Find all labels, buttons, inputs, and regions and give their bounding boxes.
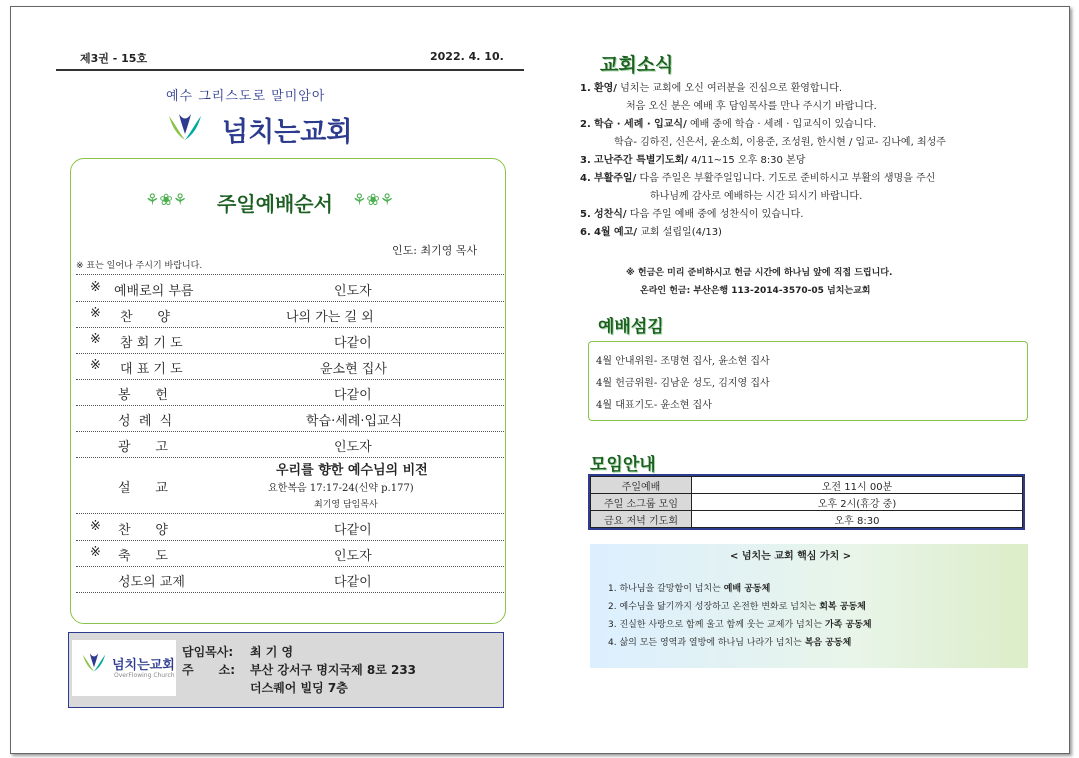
value-item: 2. 예수님을 닮기까지 성장하고 온전한 변화로 넘치는 회복 공동체 — [608, 602, 866, 612]
news-item-4-cont: 하나님께 감사로 예배하는 시간 되시기 바랍니다. — [650, 191, 863, 202]
sermon-preacher: 최기영 담임목사 — [314, 500, 378, 510]
order-row: 성 례 식 학습·세례·입교식 — [76, 405, 504, 432]
news-title: 교회소식 — [600, 54, 674, 76]
meeting-row: 주일 소그룹 모임 오후 2시(휴강 중) — [591, 494, 1023, 511]
news-item-6: 6. 4월 예고/ 교회 설립일(4/13) — [580, 227, 722, 238]
pastor-label: 담임목사: — [182, 645, 234, 659]
meeting-row: 주일예배 오전 11시 00분 — [591, 477, 1023, 494]
flower-right-icon: ⚘❀⚘ — [352, 190, 395, 209]
order-row: 광 고 인도자 — [76, 431, 504, 458]
order-row: ※ 대 표 기 도 윤소현 집사 — [76, 353, 504, 380]
sermon-title: 우리를 향한 예수님의 비전 — [276, 463, 428, 478]
address-line2: 더스퀘어 빌딩 7층 — [250, 681, 348, 695]
service-title: 예배섬김 — [598, 317, 664, 337]
news-item-3: 3. 고난주간 특별기도회/ 4/11~15 오후 8:30 본당 — [580, 155, 806, 166]
service-line: 4월 헌금위원- 김남운 성도, 김지영 집사 — [596, 378, 770, 389]
value-item: 1. 하나님을 갈망함이 넘치는 예배 공동체 — [608, 584, 771, 594]
leader-label: 인도: 최기영 목사 — [392, 244, 478, 257]
date-label: 2022. 4. 10. — [430, 50, 504, 63]
offering-note: ※ 헌금은 미리 준비하시고 헌금 시간에 하나님 앞에 직접 드립니다. — [626, 268, 893, 278]
news-item-2-cont: 학습- 김하진, 신은서, 윤소희, 이용준, 조성원, 한시현 / 입교- 김나예, 최성주 — [614, 137, 946, 148]
church-name: 넘치는교회 — [222, 117, 353, 148]
order-row: ※ 찬 양 나의 가는 길 외 — [76, 301, 504, 328]
sermon-scripture: 요한복음 17:17-24(신약 p.177) — [268, 483, 414, 494]
meeting-table — [590, 476, 1023, 528]
church-motto: 예수 그리스도로 말미암아 — [166, 89, 326, 104]
meeting-title: 모임안내 — [590, 455, 656, 475]
meeting-table-frame — [588, 474, 1025, 530]
pastor-name: 최 기 영 — [250, 645, 294, 659]
flower-left-icon: ⚘❀⚘ — [145, 190, 188, 209]
order-row: ※ 찬 양 다같이 — [76, 514, 504, 541]
sermon-row: 설 교 우리를 향한 예수님의 비전 요한복음 17:17-24(신약 p.177) 최기영 담임목사 — [76, 457, 504, 514]
news-item-1-cont: 처음 오신 분은 예배 후 담임목사를 만나 주시기 바랍니다. — [626, 101, 877, 112]
info-logo-sub: OverFlowing Church — [114, 672, 175, 679]
value-item: 3. 진실한 사랑으로 함께 울고 함께 웃는 교제가 넘치는 가족 공동체 — [608, 620, 872, 630]
order-row: ※ 예배로의 부름 인도자 — [76, 275, 504, 302]
church-logo-icon — [165, 110, 205, 150]
order-row: ※ 참 회 기 도 다같이 — [76, 327, 504, 354]
values-list — [608, 580, 872, 652]
info-logo — [72, 640, 176, 696]
order-row: 봉 헌 다같이 — [76, 379, 504, 406]
service-line: 4월 대표기도- 윤소현 집사 — [596, 400, 712, 411]
meeting-row: 금요 저녁 기도회 오후 8:30 — [591, 511, 1023, 528]
volume-label: 제3권 - 15호 — [80, 52, 148, 65]
order-row: ※ 축 도 인도자 — [76, 540, 504, 567]
news-item-1: 1. 환영/ 넘치는 교회에 오신 여러분을 진심으로 환영합니다. — [580, 83, 843, 94]
value-item: 4. 삶의 모든 영역과 열방에 하나님 나라가 넘치는 복음 공동체 — [608, 638, 852, 648]
address-line1: 부산 강서구 명지국제 8로 233 — [250, 663, 417, 677]
info-logo-icon — [80, 650, 108, 676]
news-item-2: 2. 학습 · 세례 · 입교식/ 예배 중에 학습 · 세례 · 입교식이 있습니다. — [580, 119, 877, 130]
online-offering: 온라인 헌금: 부산은행 113-2014-3570-05 넘치는교회 — [640, 286, 871, 296]
news-item-5: 5. 성찬식/ 다음 주일 예배 중에 성찬식이 있습니다. — [580, 209, 804, 220]
address-label: 주 소: — [182, 663, 236, 677]
order-row: 성도의 교제 다같이 — [76, 566, 504, 593]
standing-note: ※ 표는 일어나 주시기 바랍니다. — [76, 261, 203, 271]
news-item-4: 4. 부활주일/ 다음 주일은 부활주일입니다. 기도로 준비하시고 부활의 생명을 주신 — [580, 173, 936, 184]
worship-order-title: 주일예배순서 — [217, 192, 333, 216]
header-rule — [56, 69, 524, 71]
info-logo-text: 넘치는교회 — [112, 658, 175, 673]
service-line: 4월 안내위원- 조명현 집사, 윤소현 집사 — [596, 356, 770, 367]
values-title: < 넘치는 교회 핵심 가치 > — [730, 551, 852, 562]
service-list — [596, 351, 770, 417]
news-list — [580, 80, 1020, 242]
